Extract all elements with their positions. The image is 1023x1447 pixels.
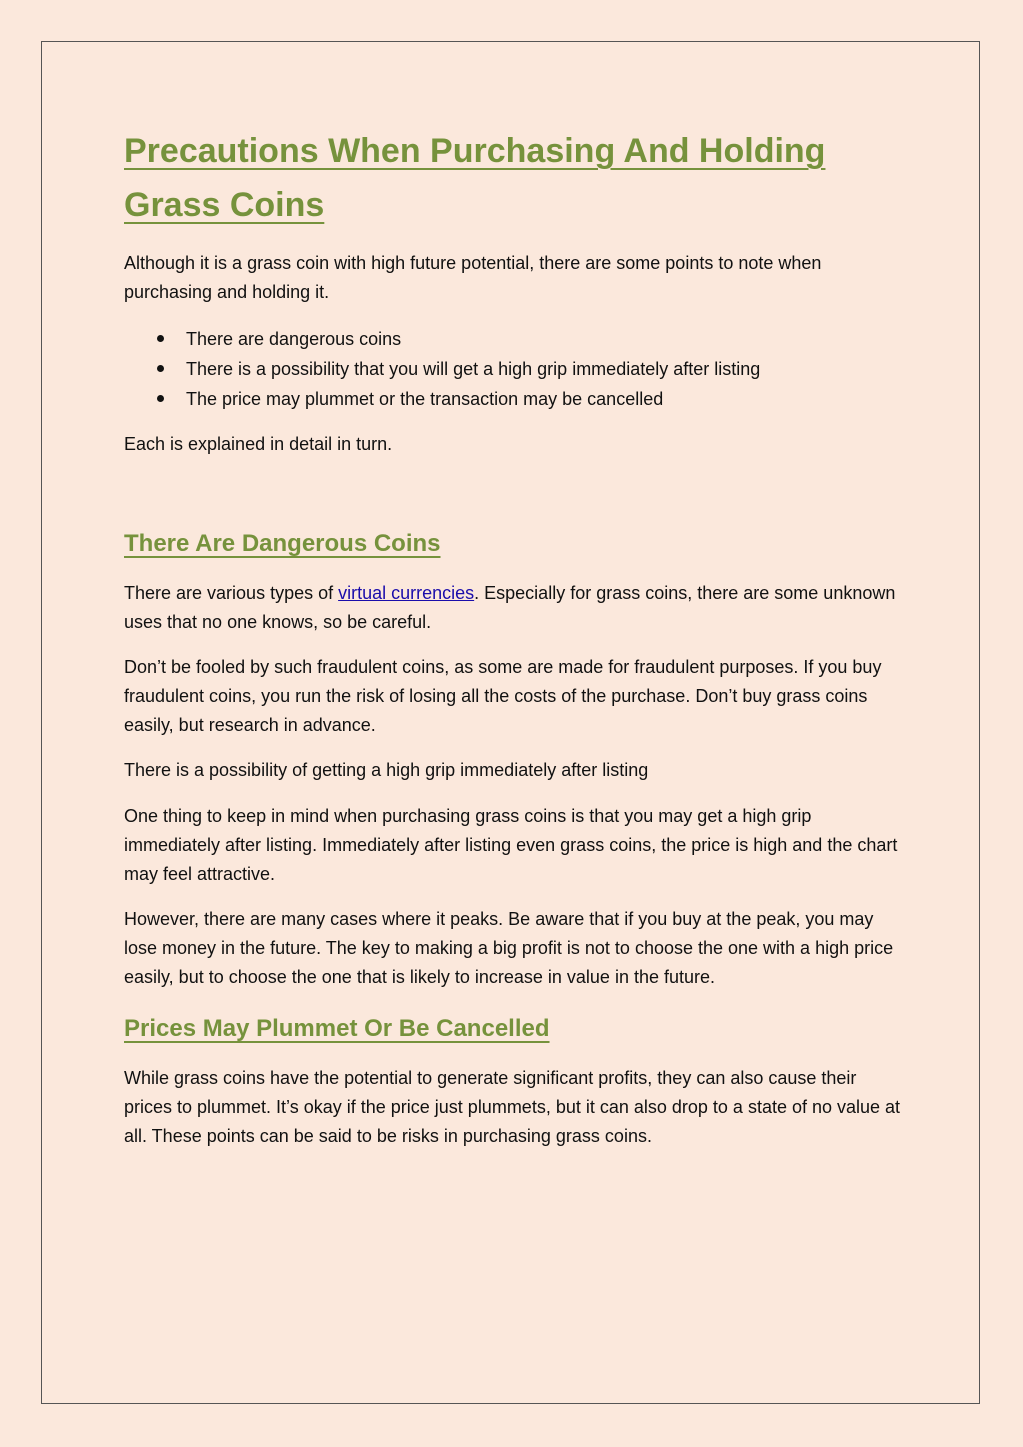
dangerous-coins-paragraph-1	[124, 579, 904, 637]
list-item: The price may plummet or the transaction may be cancelled	[186, 384, 904, 414]
high-grip-subheading-text: There is a possibility of getting a high grip immediately after listing	[124, 760, 649, 780]
section-heading-prices-plummet: Prices May Plummet Or Be Cancelled	[124, 1015, 550, 1042]
prices-plummet-paragraph: While grass coins have the potential to generate significant profits, they can also cause their prices to plummet. It’s okay if the price just plummets, but it can also drop to a state of no value at all. These points can be said to be risks in purchasing grass coins.	[124, 1068, 901, 1146]
list-item: There are dangerous coins	[186, 324, 904, 354]
high-grip-paragraph-2: However, there are many cases where it peaks. Be aware that if you buy at the peak, you may lose money in the future. The key to making a big profit is not to choose the one with a high price easily, but to choose the one that is likely to increase in value in the future.	[124, 909, 894, 987]
section-heading-dangerous-coins: There Are Dangerous Coins	[124, 530, 441, 557]
intro-closing-paragraph: Each is explained in detail in turn.	[124, 434, 393, 454]
paragraph-text: There are various types of	[124, 583, 339, 603]
precaution-list	[124, 324, 904, 414]
page-title: Precautions When Purchasing And Holding Grass Coins	[124, 132, 826, 224]
article	[124, 124, 904, 1151]
list-item: There is a possibility that you will get a high grip immediately after listing	[186, 354, 904, 384]
dangerous-coins-paragraph-2: Don’t be fooled by such fraudulent coins, as some are made for fraudulent purposes. If you buy fraudulent coins, you run the risk of losing all the costs of the purchase. Don’t buy grass coins easily, but research in advance.	[124, 657, 882, 735]
virtual-currencies-link[interactable]: virtual currencies	[338, 583, 475, 603]
high-grip-paragraph-1: One thing to keep in mind when purchasing grass coins is that you may get a high grip immediately after listing. Immediately after listing even grass coins, the price is high and the chart may feel attractive.	[124, 806, 898, 884]
paragraph-text: . Especially for grass coins, there are some unknown uses that no one knows, so be careful.	[124, 583, 896, 632]
intro-paragraph: Although it is a grass coin with high future potential, there are some points to note when purchasing and holding it.	[124, 253, 822, 302]
